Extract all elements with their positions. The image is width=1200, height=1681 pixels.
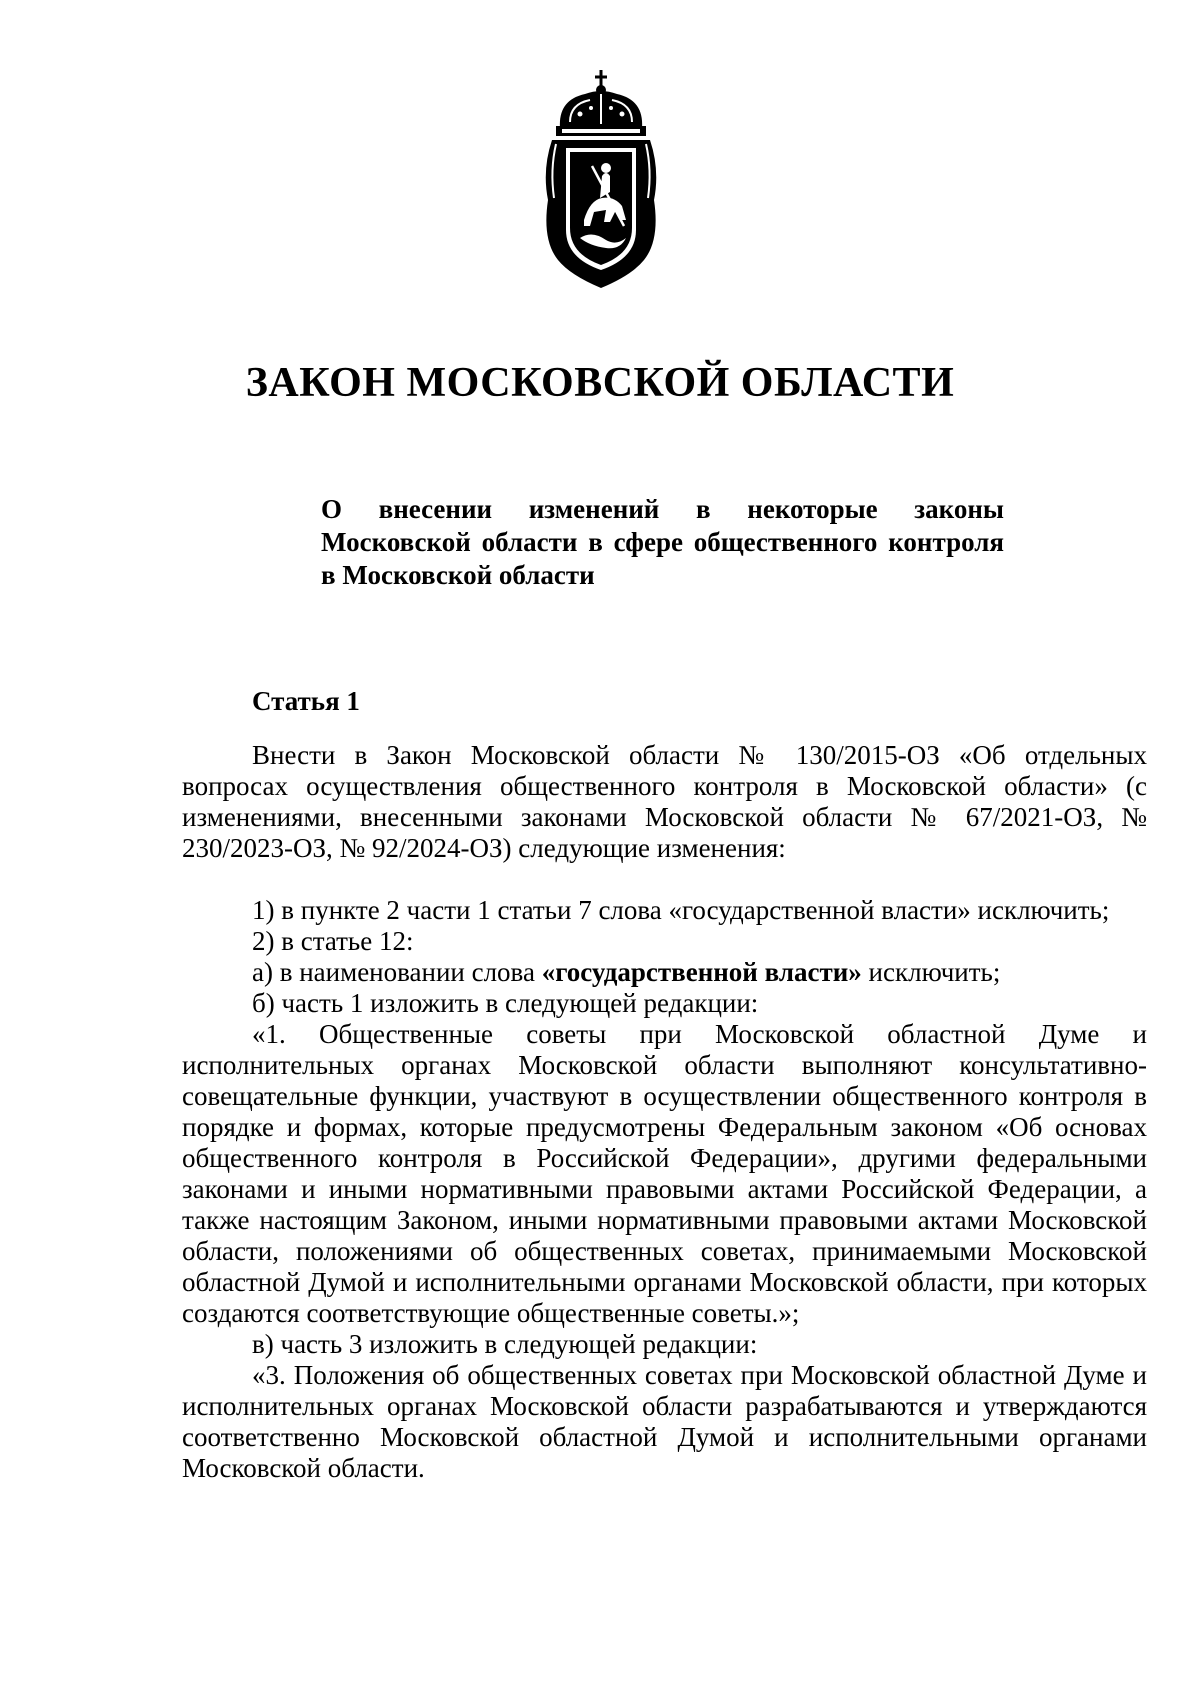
- article-intro: Внести в Закон Московской области № 130/2015-ОЗ «Об отдельных вопросах осуществления общественного контроля в Московской области» (с изменениями, внесенными законами Московской области № 67/2021-ОЗ, № 230/2023-ОЗ, № 92/2024-ОЗ) следующие изменения:: [182, 740, 1147, 863]
- item-2a-bold-phrase: «государственной власти»: [541, 957, 862, 987]
- document-title: ЗАКОН МОСКОВСКОЙ ОБЛАСТИ: [245, 360, 955, 406]
- amendment-item-2: 2) в статье 12:: [252, 926, 414, 956]
- item-2a-text-after: исключить;: [861, 957, 1001, 987]
- amendment-item-2a: [182, 957, 1147, 988]
- amendment-item-2b: б) часть 1 изложить в следующей редакции:: [252, 988, 759, 1018]
- amendment-item-2c: в) часть 3 изложить в следующей редакции:: [252, 1329, 758, 1359]
- quoted-part-1: «1. Общественные советы при Московской областной Думе и исполнительных органах Московской области выполняют консультативно-совещательные функции, участвуют в осуществлении общественного контроля в порядке и формах, которые предусмотрены Федеральным законом «Об основах общественного контроля в Российской Федерации», другими федеральными законами и иными нормативными правовыми актами Российской Федерации, а также настоящим Законом, иными нормативными правовыми актами Московской области, положениями об общественных советах, принимаемыми Московской областной Думой и исполнительными органами Московской области, при которых создаются соответствующие общественные советы.»;: [182, 1019, 1147, 1328]
- article-heading: Статья 1: [252, 686, 360, 716]
- coat-of-arms-icon: [540, 70, 662, 290]
- law-subject: О внесении изменений в некоторые законы Московской области в сфере общественного контроля в Московской области: [321, 494, 1004, 590]
- article-body: [182, 740, 1147, 1484]
- item-2a-text-before: а) в наименовании слова: [252, 957, 542, 987]
- quoted-part-3: «3. Положения об общественных советах при Московской областной Думе и исполнительных органах Московской области разрабатываются и утверждаются соответственно Московской областной Думой и исполнительными органами Московской области.: [182, 1360, 1147, 1483]
- amendment-item-1: 1) в пункте 2 части 1 статьи 7 слова «государственной власти» исключить;: [252, 895, 1110, 925]
